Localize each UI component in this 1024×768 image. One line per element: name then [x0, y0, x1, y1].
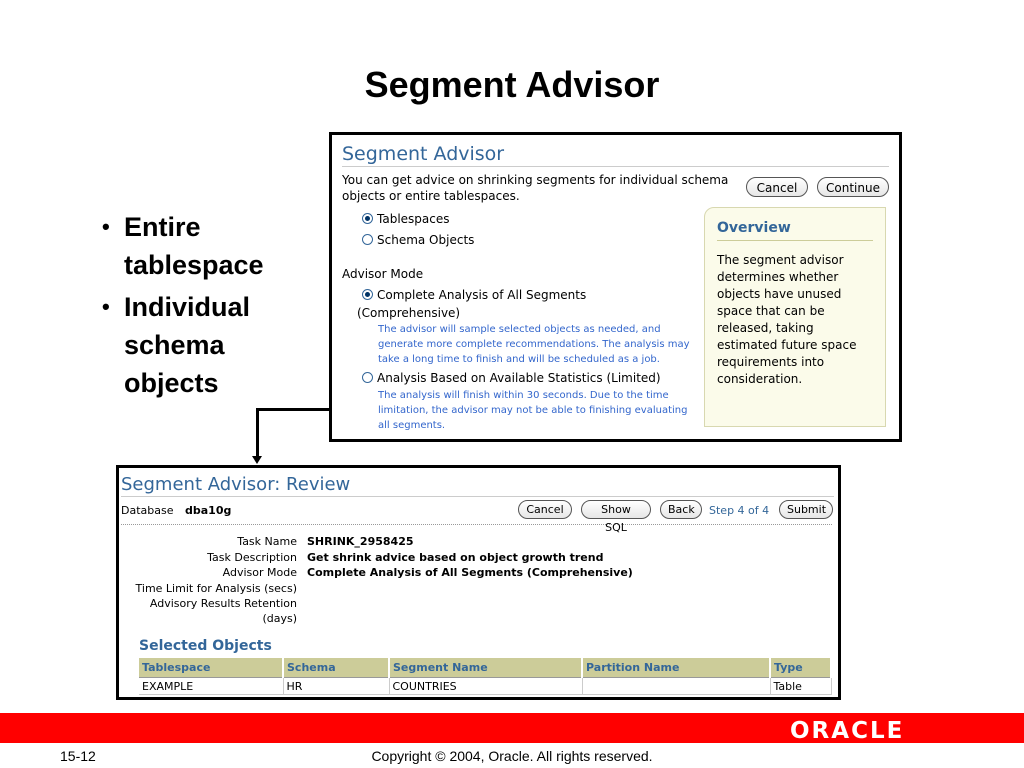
radio-label: Complete Analysis of All Segments — [377, 288, 587, 302]
radio-unselected-icon[interactable] — [362, 234, 373, 245]
overview-divider — [717, 240, 873, 241]
table-cell: COUNTRIES — [389, 678, 582, 695]
cancel-button[interactable]: Cancel — [518, 500, 572, 519]
task-name-label: Task Name — [237, 535, 297, 548]
radio-label: Analysis Based on Available Statistics (Limited) — [377, 371, 661, 385]
column-header[interactable]: Type — [770, 658, 831, 678]
table-cell: EXAMPLE — [139, 678, 283, 695]
table-row — [139, 678, 831, 695]
back-button[interactable]: Back — [660, 500, 702, 519]
table-header-row — [139, 658, 831, 678]
overview-box — [704, 207, 886, 427]
table-cell: HR — [283, 678, 389, 695]
step-indicator: Step 4 of 4 — [709, 504, 770, 517]
radio-limited-analysis[interactable] — [362, 371, 661, 385]
bullet-item — [100, 208, 300, 284]
bullet-text: Entire tablespace — [124, 212, 264, 280]
review-panel — [116, 465, 841, 700]
limited-analysis-note: The analysis will finish within 30 seconds. Due to the time limitation, the advisor may not be able to finishing evaluating all segments. — [378, 390, 688, 431]
slide-number: 15-12 — [60, 748, 96, 764]
title-divider — [342, 166, 889, 167]
retention-unit-label: (days) — [262, 612, 297, 625]
cancel-button[interactable]: Cancel — [746, 177, 808, 197]
segment-advisor-panel — [329, 132, 902, 442]
radio-unselected-icon[interactable] — [362, 372, 373, 383]
title-divider — [121, 496, 834, 497]
bullet-icon: • — [102, 214, 110, 239]
selected-objects-table — [139, 658, 832, 695]
review-title: Segment Advisor: Review — [121, 474, 351, 495]
arrow-down-icon — [252, 456, 262, 464]
radio-label: Tablespaces — [377, 212, 450, 226]
table-cell: Table — [770, 678, 831, 695]
complete-analysis-note: The advisor will sample selected objects as needed, and generate more complete recommendations. The analysis may take a long time to finish and will be scheduled as a job. — [378, 324, 690, 365]
column-header[interactable]: Segment Name — [389, 658, 582, 678]
dotted-divider — [121, 524, 832, 525]
bullet-text: Individual schema objects — [124, 292, 251, 398]
bullet-list — [100, 208, 300, 406]
radio-selected-icon[interactable] — [362, 289, 373, 300]
overview-text: The segment advisor determines whether objects have unused space that can be released, taking estimated future space requirements into consideration. — [717, 253, 857, 386]
copyright-text: Copyright © 2004, Oracle. All rights reserved. — [371, 748, 653, 764]
submit-button[interactable]: Submit — [779, 500, 833, 519]
table-cell — [582, 678, 770, 695]
radio-schema-objects[interactable] — [362, 233, 474, 247]
task-description-label: Task Description — [207, 551, 297, 564]
continue-button[interactable]: Continue — [817, 177, 889, 197]
advisor-description: You can get advice on shrinking segments for individual schema objects or entire tablespaces. — [342, 173, 729, 203]
overview-title: Overview — [717, 220, 791, 236]
database-value: dba10g — [185, 504, 232, 517]
advisor-title: Segment Advisor — [342, 143, 505, 165]
column-header[interactable]: Tablespace — [139, 658, 283, 678]
task-name-value: SHRINK_2958425 — [307, 535, 414, 548]
oracle-logo: ORACLE — [790, 718, 905, 744]
task-description-value: Get shrink advice based on object growth trend — [307, 551, 604, 564]
show-sql-button[interactable]: Show SQL — [581, 500, 651, 519]
connector-line — [256, 408, 259, 458]
radio-sub-label: (Comprehensive) — [357, 306, 461, 320]
radio-selected-icon[interactable] — [362, 213, 373, 224]
advisor-mode-heading: Advisor Mode — [342, 267, 424, 281]
radio-tablespaces[interactable] — [362, 212, 450, 226]
bullet-icon: • — [102, 294, 110, 319]
column-header[interactable]: Schema — [283, 658, 389, 678]
radio-complete-analysis[interactable] — [362, 288, 586, 302]
advisor-mode-value: Complete Analysis of All Segments (Comprehensive) — [307, 566, 633, 579]
radio-label: Schema Objects — [377, 233, 475, 247]
bullet-item — [100, 288, 300, 402]
column-header[interactable]: Partition Name — [582, 658, 770, 678]
selected-objects-title: Selected Objects — [139, 638, 272, 654]
connector-line — [256, 408, 329, 411]
database-label: Database — [121, 504, 174, 517]
advisor-mode-label: Advisor Mode — [222, 566, 297, 579]
retention-label: Advisory Results Retention — [149, 597, 297, 610]
slide-title: Segment Advisor — [364, 64, 660, 105]
time-limit-label: Time Limit for Analysis (secs) — [135, 582, 297, 595]
